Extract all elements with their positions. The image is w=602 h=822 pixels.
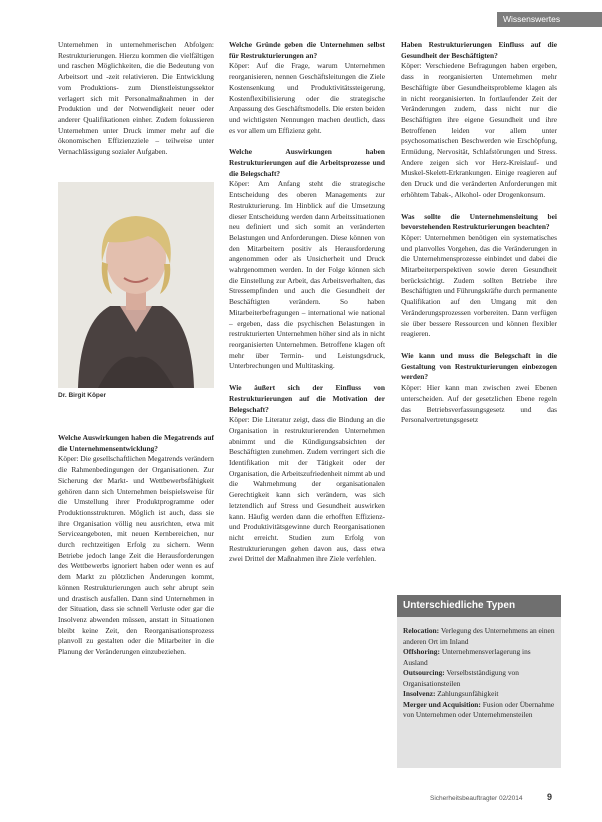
list-item (403, 689, 555, 700)
question: Wie äußert sich der Einfluss von Restrukturierungen auf die Motivation der Belegschaft? (229, 383, 385, 414)
definition: Fusion oder Übernahme von Unternehmen oder Unternehmensteilen (403, 699, 555, 719)
column-1 (58, 40, 214, 169)
question: Welche Gründe geben die Unternehmen selbst für Restrukturierungen an? (229, 40, 385, 60)
list-item (403, 668, 555, 689)
term: Merger und Acquisition: (403, 699, 481, 709)
definition: Unternehmensverlagerung ins Ausland (403, 647, 531, 667)
column-1-lower (58, 433, 214, 658)
photo-caption: Dr. Birgit Köper (58, 392, 107, 399)
question: Welche Auswirkungen haben die Megatrends auf die Unternehmensentwicklung? (58, 433, 214, 453)
answer: Köper: Verschiedene Befragungen haben ergeben, dass in reorganisierten Unternehmen mehr Beschäftigte über Gesundheitsprobleme klagen als in nicht reorganisierten. In fortlaufender Zeit der Veränderungen zudem, dass nicht nur die Beschäftigten ihre eigene Gesundheit und ihre Betroffenen leiden vor allem unter psychosomatischen Beschwerden wie Erschöpfung, Ermüdung, Nervosität, Schlafstörungen und Stress. Andere zeigen sich vor Herz-Kreislauf- und Muskel-Skelett-Erkrankungen. Einige reagieren auf den Druck und die veränderten Anforderungen mit erhöhtem Tabak-, Alkohol- oder Drogenkonsum. (401, 61, 557, 199)
info-box (397, 595, 561, 768)
list-item (403, 626, 555, 647)
answer: Köper: Auf die Frage, warum Unternehmen reorganisieren, nennen Geschäftsleitungen die Ziele Kostensenkung und Produktivitätssteigerung, Kostenflexibilisierung oder die strategische Anpassung des Geschäftsmodells. Die ersten beiden und wichtigsten Nennungen machen deutlich, dass es vor allem um Effizienz geht. (229, 61, 385, 135)
section-header: Wissenswertes (497, 12, 602, 27)
question: Wie kann und muss die Belegschaft in die Gestaltung von Restrukturierungen einbezogen werden? (401, 350, 557, 382)
portrait-illustration (58, 182, 214, 388)
list-item (403, 647, 555, 668)
question: Welche Auswirkungen haben Restrukturierungen auf die Arbeitsprozesse und die Belegschaft? (229, 147, 385, 178)
answer: Köper: Die Literatur zeigt, dass die Bindung an die Organisation in restrukturierenden Unternehmen abnimmt und die Kündigungsabsichten der Beschäftigten zunehmen. Zudem verringert sich die Identifikation mit der Tätigkeit oder der Organisation, die Arbeitszufriedenheit nimmt ab und die Wahrnehmung der organisationalen Gerechtigkeit kann sich verändern, was sich letztendlich auf Stress und Gesundheit auswirken kann. Häufig werden dann die erhofften Effizienz- und Produktivitätsgewinne durch Reorganisationen nicht erreicht. Studien zum Erfolg von Restrukturierungen gehen davon aus, dass etwa zwei Drittel der Maßnahmen ihre Ziele verfehlen. (229, 415, 385, 564)
question: Haben Restrukturierungen Einfluss auf die Gesundheit der Beschäftigten? (401, 40, 557, 60)
term: Outsourcing: (403, 668, 445, 677)
term: Relocation: (403, 626, 440, 635)
question: Was sollte die Unternehmensleitung bei bevorstehenden Restrukturierungen beachten? (401, 211, 557, 232)
column-3 (401, 40, 557, 437)
term: Insolvenz: (403, 689, 436, 698)
answer: Köper: Hier kann man zwischen zwei Ebenen unterscheiden. Auf der gesetzlichen Ebene regeln das Betriebsverfassungsgesetz und das Personalvertretungsgesetz (401, 383, 557, 425)
answer: Köper: Die gesellschaftlichen Megatrends verändern die Rahmenbedingungen der Organisationen. Zur Sicherung der Markt- und Wettbewerbsfähigkeit gehören dann sich Unternehmen beispielsweise für die Umstellung ihrer Produktprogramme oder Produktionsstrukturen. Möglich ist auch, dass sie ihre Organisation völlig neu ausrichten, etwa mit Serviceangeboten, mit neuen Kernbereichen, nur durch rechtzeitigen Erfolg zu sichern. Wenn Betriebe jedoch lange Zeit die Herausforderungen des Wettbewerbs ignoriert haben oder wenn es auf dem Markt zu plötzlichen Änderungen kommt, können Restrukturierungen auch sehr abrupt sein und drastisch ausfallen. Dann sind Unternehmen in der Situation, dass sie schnell Verluste oder gar die Insolvenz abwenden müssen, anstatt in Situationen bleibt keine Zeit, den Reorganisationsprozess planvoll zu gestalten oder die Mitarbeiter in die Planung der Veränderungen einzubeziehen. (58, 454, 214, 657)
definition: Zahlungsunfähigkeit (435, 689, 499, 698)
term: Offshoring: (403, 647, 440, 656)
info-box-title: Unterschiedliche Typen (397, 595, 561, 617)
answer: Köper: Unternehmen benötigen ein systematisches und planvolles Vorgehen, das die Veränderungen in die Unternehmensprozesse einbindet und dabei die Mitarbeiterperspektiven sowie deren Gesundheit berücksichtigt. Zudem sollten Betriebe ihre Beschäftigten und Führungskräfte durch permanente Qualifikation auf den Umgang mit den Veränderungsprozessen vorbereiten. Dann verfügen sie über bessere Ressourcen und können flexibler reagieren. (401, 232, 557, 339)
intro-paragraph: Unternehmen in unternehmerischen Abfolgen: Restrukturierungen. Hierzu kommen die vielfältigen und raschen Möglichkeiten, die die Bedeutung von Arbeitsort und -zeit relativieren. Die Entwicklung vom Produktions- zum Dienstleistungssektor verlagert sich mit Personalmaßnahmen in der Produktion und der Notwendigkeit neuer oder anderer Qualifikationen einher. Zudem fokussieren Unternehmen unter Druck immer mehr auf die ökonomischen Effizienzziele – teilweise unter Vernachlässigung sozialer Aufgaben. (58, 40, 214, 157)
answer: Köper: Am Anfang steht die strategische Entscheidung des oberen Managements zur Restrukturierung. Im Hinblick auf die Umsetzung dieser Entscheidung werden dann Arbeitssituationen neu definiert und sich somit an veränderten Belastungen und Anforderungen. Diese können von den Mitarbeitern positiv als Herausforderung angenommen oder als Unsicherheit und Druck wahrgenommen werden. In der Folge können sich die Einstellung zur Arbeit, das Arbeitsverhalten, das Stressempfinden und auch die Gesundheit der Beschäftigten verändern. So haben Mitarbeiterbefragungen – international wie national – ergeben, dass die psychischen Belastungen in restrukturierten Unternehmen höher sind als in nicht reorganisierten Unternehmen. Betroffene klagen oft mehr über Termin- und Leistungsdruck, Unterbrechungen und Multitasking. (229, 179, 385, 371)
column-2 (229, 40, 385, 576)
definition: Verlegung des Unternehmens an einen anderen Ort im Inland (403, 626, 555, 646)
magazine-footer: Sicherheitsbeauftragter 02/2014 (430, 795, 523, 802)
definition: Verselbstständigung von Organisationsteilen (403, 668, 519, 688)
portrait-photo (58, 182, 214, 388)
page-number: 9 (547, 792, 553, 802)
info-box-body (397, 617, 561, 721)
list-item (403, 700, 555, 721)
